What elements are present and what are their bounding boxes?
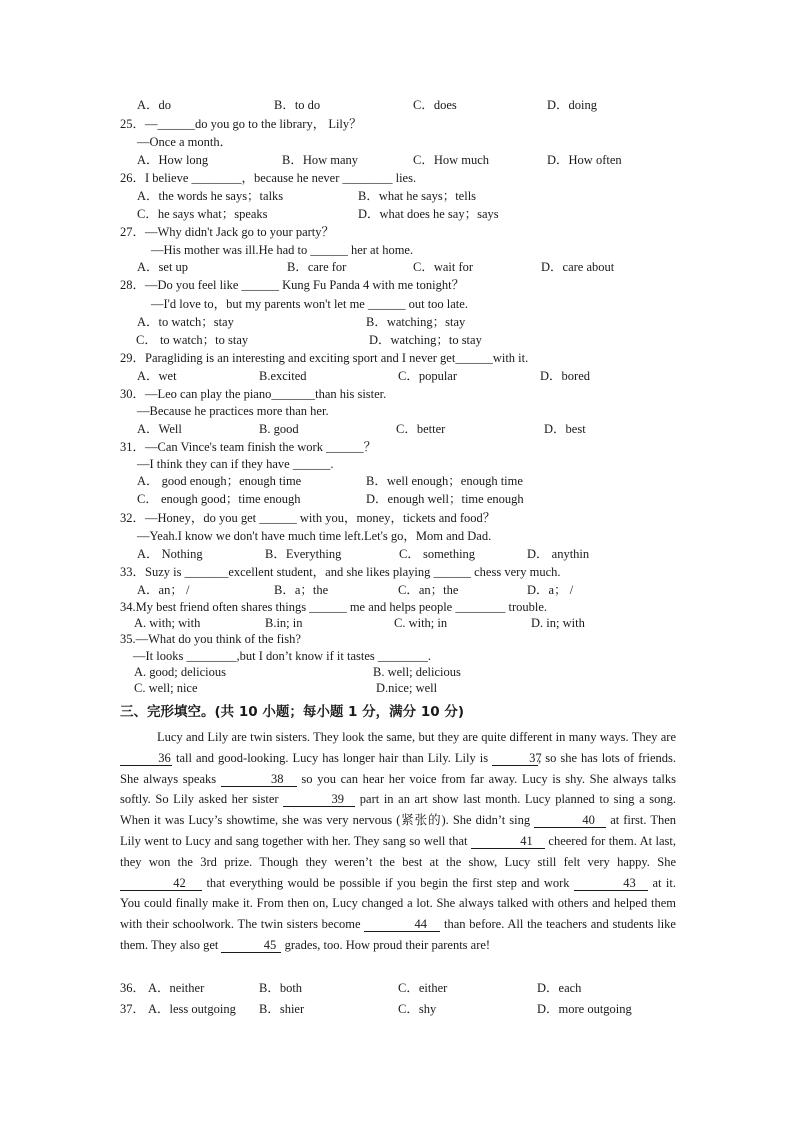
q33-stem-text: 33．Suzy is _______excellent student，and she likes playing ______ chess very much.	[120, 565, 561, 579]
q32-reply-text: —Yeah.I know we don't have much time left.Let's go，Mom and Dad.	[137, 529, 492, 543]
q27-stem	[0, 223, 794, 241]
q36-number: 36．	[120, 981, 146, 995]
cloze-text-1: Lucy and Lily are twin sisters. They look the same, but they are quite different in many ways. They are	[157, 730, 676, 744]
blank-37: 37	[492, 751, 538, 766]
cloze-text-6: at first. Then Lily went to Lucy and sang together with her. They sang so well that	[120, 813, 677, 848]
q34-stem-text: 34.My best friend often shares things ______ me and helps people ________ trouble.	[120, 600, 548, 614]
q29-option-b: B.excited	[259, 369, 307, 383]
q29-option-c: C．popular	[398, 369, 458, 383]
q37-option-c: C．shy	[398, 1002, 437, 1016]
q36-option-d: D．each	[537, 981, 582, 995]
q27-option-c: C．wait for	[413, 260, 474, 274]
q26-option-b: B．what he says；tells	[358, 189, 477, 203]
q25-option-b: B．How many	[282, 153, 359, 167]
q34-option-a: A. with; with	[134, 616, 201, 630]
q35-options-2	[0, 679, 794, 697]
q26-option-a: A．the words he says；talks	[137, 189, 284, 203]
q25-stem	[0, 115, 794, 133]
blank-45: 45	[221, 938, 281, 953]
q28-reply	[0, 295, 794, 313]
q25-reply	[0, 133, 794, 151]
q30-option-d: D．best	[544, 422, 586, 436]
cloze-text-8: that everything would be possible if you begin the first step and work	[202, 875, 574, 890]
q31-options-2	[0, 490, 794, 508]
cloze-text-7: cheered for them. At last, they won the 3rd prize. Though they weren’t the best at the show, Lucy still felt very happy. She	[120, 833, 677, 869]
q33-options	[0, 581, 794, 599]
q24-option-c: C．does	[413, 98, 457, 112]
blank-43: 43	[574, 876, 648, 891]
q26-options-1	[0, 187, 794, 205]
q35-reply-text: —It looks ________,but I don’t know if it tastes ________.	[133, 649, 432, 663]
q34-option-c: C. with; in	[394, 616, 448, 630]
q31-option-c: C． enough good；time enough	[137, 492, 301, 506]
blank-42: 42	[120, 876, 202, 891]
q29-stem	[0, 349, 794, 367]
cloze-text-11: grades, too. How proud their parents are!	[281, 937, 491, 952]
q35-option-b: B. well; delicious	[373, 665, 461, 679]
q29-options	[0, 367, 794, 385]
q31-stem	[0, 438, 794, 456]
q32-option-a: A． Nothing	[137, 547, 203, 561]
q28-options-1	[0, 313, 794, 331]
q28-reply-text: —I'd love to，but my parents won't let me ______ out too late.	[151, 297, 468, 311]
q27-reply	[0, 241, 794, 259]
q27-reply-text: —His mother was ill.He had to ______ her at home.	[151, 243, 414, 257]
q27-option-a: A．set up	[137, 260, 189, 274]
q36-options	[0, 979, 794, 997]
q33-option-c: C．an；the	[398, 583, 459, 597]
q28-option-c: C． to watch；to stay	[136, 333, 249, 347]
q31-options-1	[0, 472, 794, 490]
q30-stem-text: 30．—Leo can play the piano_______than his sister.	[120, 387, 387, 401]
cloze-text-2: tall and good-looking. Lucy has longer hair than Lily. Lily is	[172, 750, 493, 765]
q29-option-d: D．bored	[540, 369, 590, 383]
q27-options	[0, 258, 794, 276]
section-heading	[0, 701, 794, 723]
q26-stem	[0, 169, 794, 187]
q27-option-d: D．care about	[541, 260, 615, 274]
q28-options-2	[0, 331, 794, 349]
q29-stem-text: 29．Paragliding is an interesting and exciting sport and I never get______with it.	[120, 351, 529, 365]
q31-reply	[0, 455, 794, 473]
q29-option-a: A．wet	[137, 369, 177, 383]
q36-option-a: A．neither	[148, 981, 205, 995]
q32-option-c: C． something	[399, 547, 476, 561]
q31-option-b: B．well enough；enough time	[366, 474, 523, 488]
cloze-text-5: part in an art show last month. Lucy planned to sing a song. When it was Lucy’s showtime, she was very nervous (紧张的). She didn’t sing	[120, 792, 676, 828]
q30-reply	[0, 402, 794, 420]
q37-number: 37．	[120, 1002, 146, 1016]
q28-stem	[0, 276, 794, 294]
q32-option-b: B．Everything	[265, 547, 342, 561]
cloze-text-10: than before. All the teachers and students like them. They also get	[120, 917, 676, 952]
cloze-passage	[120, 727, 676, 956]
q33-stem	[0, 563, 794, 581]
blank-41: 41	[471, 834, 545, 849]
q28-option-a: A．to watch；stay	[137, 315, 234, 329]
q24-options	[0, 96, 794, 114]
blank-38: 38	[221, 772, 297, 787]
q25-reply-text: —Once a month．	[137, 135, 233, 149]
q24-option-d: D．doing	[547, 98, 598, 112]
q26-option-c: C．he says what；speaks	[137, 207, 268, 221]
q30-stem	[0, 385, 794, 403]
q32-stem-text: 32．—Honey，do you get ______ with you，money，tickets and food？	[120, 511, 496, 525]
q25-options	[0, 151, 794, 169]
q31-option-a: A． good enough；enough time	[137, 474, 302, 488]
q25-option-d: D．How often	[547, 153, 622, 167]
q33-option-a: A．an； /	[137, 583, 190, 597]
q25-stem-text: 25．—______do you go to the library， Lily？	[120, 117, 362, 131]
q36-option-b: B．both	[259, 981, 303, 995]
q26-stem-text: 26．I believe ________，because he never ________ lies.	[120, 171, 417, 185]
q30-option-b: B. good	[259, 422, 299, 436]
q35-option-d: D.nice; well	[376, 681, 438, 695]
q35-option-c: C. well; nice	[134, 681, 198, 695]
q31-option-d: D．enough well；time enough	[366, 492, 524, 506]
blank-44: 44	[364, 917, 440, 932]
q37-options	[0, 1000, 794, 1018]
q34-option-b: B.in; in	[265, 616, 303, 630]
q30-option-a: A．Well	[137, 422, 182, 436]
q28-stem-text: 28．—Do you feel like ______ Kung Fu Panda 4 with me tonight？	[120, 278, 465, 292]
q33-option-d: D．a； /	[527, 583, 574, 597]
q32-options	[0, 545, 794, 563]
blank-39: 39	[283, 792, 355, 807]
cloze-text-3: , so she has lots of friends. She always speaks	[120, 750, 677, 786]
q37-option-a: A．less outgoing	[148, 1002, 236, 1016]
cloze-text-4: so you can hear her voice from far away. Lucy is shy. She always talks softly. So Lily asked her sister	[120, 771, 676, 807]
q34-option-d: D. in; with	[531, 616, 585, 630]
q35-stem	[0, 630, 794, 648]
q33-option-b: B．a；the	[274, 583, 329, 597]
q24-option-a: A．do	[137, 98, 172, 112]
q37-option-d: D．more outgoing	[537, 1002, 632, 1016]
cloze-text-9: at it. You could finally make it. From then on, Lucy changed a lot. She always talked with others and helped them with their schoolwork. The twin sisters become	[120, 875, 676, 932]
q30-reply-text: —Because he practices more than her.	[137, 404, 329, 418]
q25-option-a: A．How long	[137, 153, 209, 167]
q32-reply	[0, 527, 794, 545]
section3-title: 三、完形填空。(共 10 小题；每小题 1 分，满分 10 分)	[120, 704, 465, 720]
q32-option-d: D． anythin	[527, 547, 590, 561]
q26-options-2	[0, 205, 794, 223]
q30-options	[0, 420, 794, 438]
blank-40: 40	[534, 813, 606, 828]
q35-option-a: A. good; delicious	[134, 665, 227, 679]
q30-option-c: C．better	[396, 422, 446, 436]
q37-option-b: B．shier	[259, 1002, 305, 1016]
q24-option-b: B．to do	[274, 98, 321, 112]
q27-stem-text: 27．—Why didn't Jack go to your party？	[120, 225, 335, 239]
q27-option-b: B．care for	[287, 260, 347, 274]
q31-reply-text: —I think they can if they have ______.	[137, 457, 334, 471]
q31-stem-text: 31．—Can Vince's team finish the work ______？	[120, 440, 377, 454]
q26-option-d: D．what does he say；says	[358, 207, 499, 221]
blank-36: 36	[120, 751, 172, 766]
q28-option-b: B．watching；stay	[366, 315, 466, 329]
q25-option-c: C．How much	[413, 153, 490, 167]
q32-stem	[0, 509, 794, 527]
q36-option-c: C．either	[398, 981, 448, 995]
q35-stem-text: 35.—What do you think of the fish?	[120, 632, 301, 646]
cloze-paragraph	[120, 727, 676, 956]
q28-option-d: D．watching；to stay	[369, 333, 482, 347]
